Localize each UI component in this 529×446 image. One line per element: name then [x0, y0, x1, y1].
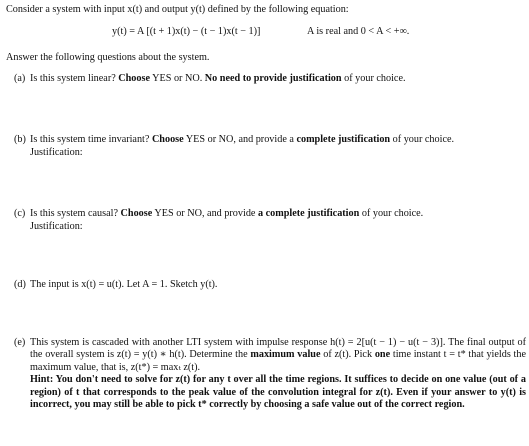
question-text: The input is x(t) = u(t). Let A = 1. Sketch y(t). — [30, 279, 218, 290]
hint-text: Hint: You don't need to solve for z(t) for any t over all the time regions. It suffices to decide on one value (out of a region) of t that corresponds to the peak value of the convolution integral for z(t). Even if your answer to y(t) is incorrect, you may still be able to pick t* correctly by choosing a safe value out of the correct region. — [30, 374, 526, 411]
question-text: This system is cascaded with another LTI system with impulse response h(t) = 2[u(t − 1) − u(t − 3)]. The final output of the overall system is z(t) = y(t) ∗ h(t). Determine the maximum value of z(t). Pick one time instant t = t* that yields the maximum value, that is, z(t*) = maxₜ z(t). — [30, 337, 526, 373]
justification-label: Justification: — [30, 221, 83, 233]
question-c — [14, 208, 524, 233]
instruction-text: Answer the following questions about the system. — [6, 52, 210, 63]
question-e — [14, 337, 524, 412]
question-label: (b) — [14, 134, 26, 145]
question-text: Is this system linear? Choose YES or NO. No need to provide justification of your choice. — [30, 73, 406, 84]
question-b — [14, 134, 524, 159]
question-text: Is this system causal? Choose YES or NO, and provide a complete justification of your choice. — [30, 208, 424, 219]
system-equation — [112, 26, 410, 38]
question-label: (e) — [14, 337, 26, 348]
question-label: (a) — [14, 73, 26, 84]
question-d — [14, 279, 524, 291]
question-label: (d) — [14, 279, 26, 290]
question-label: (c) — [14, 208, 26, 219]
equation-formula: y(t) = A [(t + 1)x(t) − (t − 1)x(t − 1)] — [112, 26, 261, 37]
question-a — [14, 73, 524, 85]
justification-label: Justification: — [30, 147, 83, 159]
equation-condition: A is real and 0 < A < +∞. — [307, 26, 410, 37]
question-text: Is this system time invariant? Choose YES or NO, and provide a complete justification of your choice. — [30, 134, 455, 145]
problem-intro: Consider a system with input x(t) and output y(t) defined by the following equation: — [6, 4, 349, 15]
